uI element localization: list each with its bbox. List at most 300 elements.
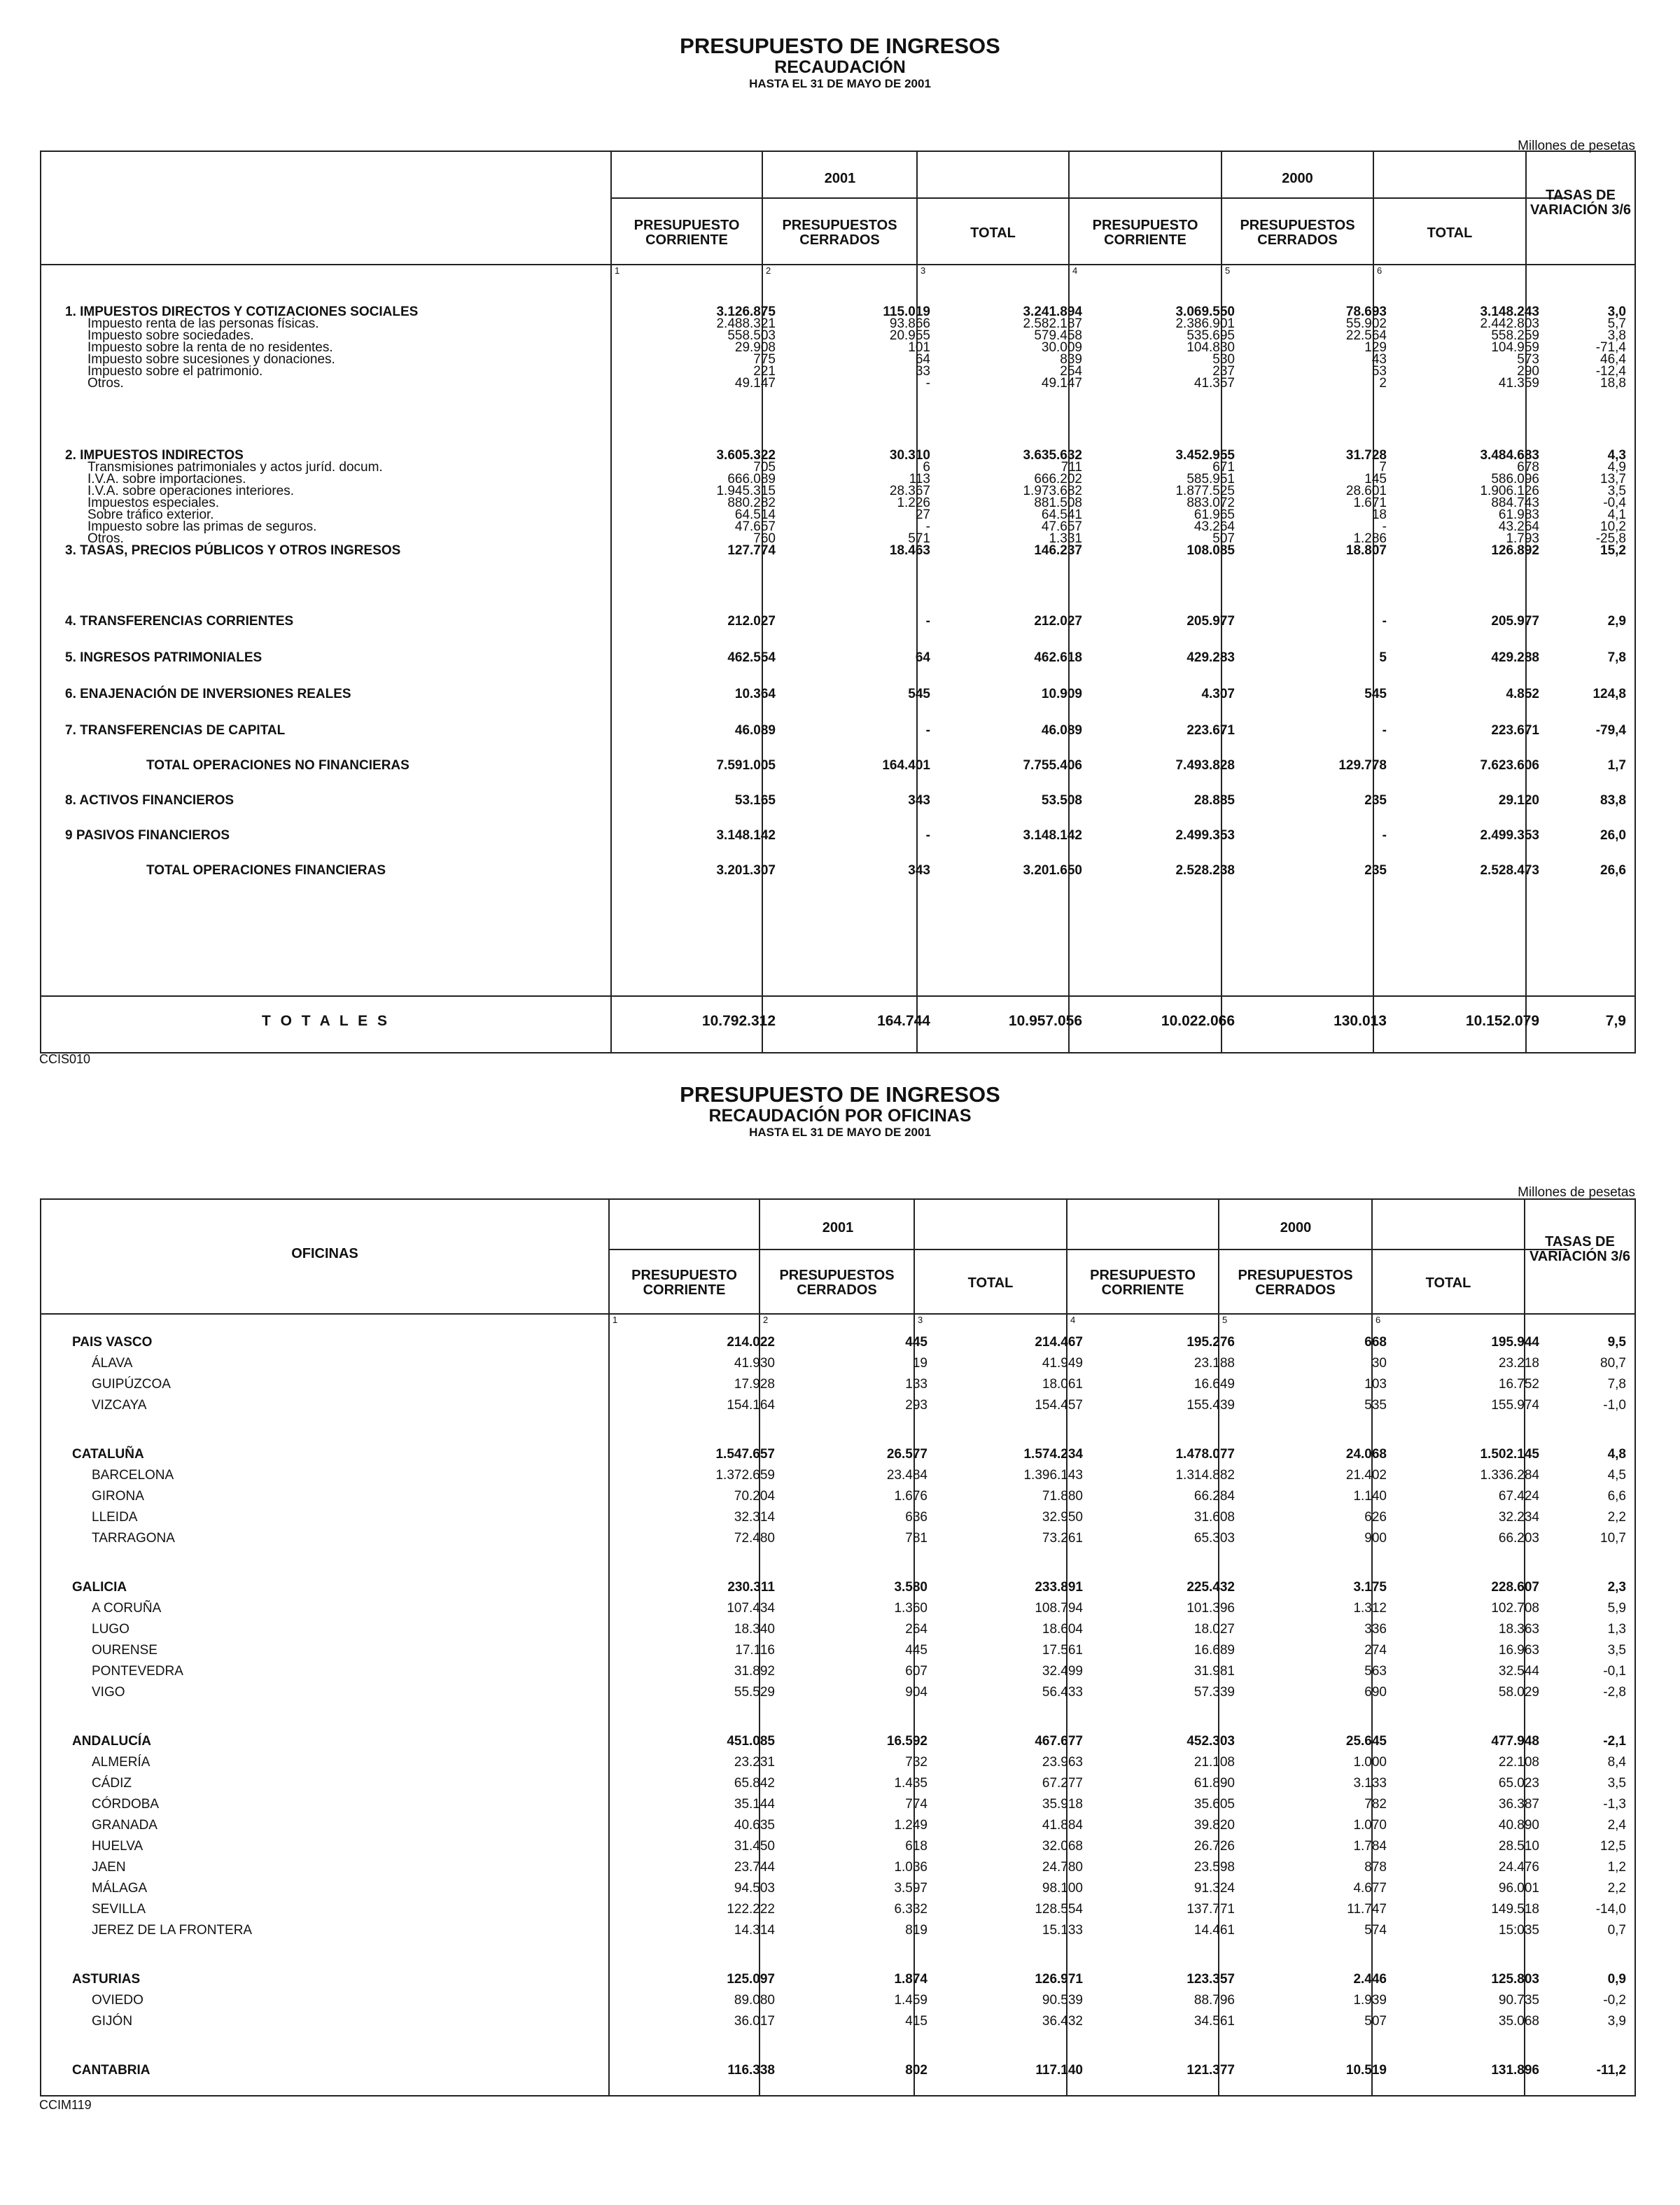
s2-cell: 16.752 bbox=[1498, 1377, 1539, 1392]
s1-cell: 3.148.142 bbox=[1023, 828, 1082, 843]
s2-row-label: TARRAGONA bbox=[92, 1531, 175, 1546]
s2-cell: 2,2 bbox=[1607, 1881, 1626, 1896]
s1-cell: 46.089 bbox=[734, 723, 776, 738]
s2-cell: 41.949 bbox=[1042, 1356, 1083, 1371]
s2-cell: 36.387 bbox=[1498, 1797, 1539, 1812]
s1-cell: 10.364 bbox=[734, 687, 776, 701]
s2-h-corriente-2: PRESUPUESTO CORRIENTE bbox=[1090, 1268, 1196, 1298]
s2-year-2000: 2000 bbox=[1280, 1220, 1312, 1236]
s1-cell: 880.282 bbox=[727, 496, 776, 510]
s1-cell: 164.401 bbox=[882, 758, 930, 773]
s1-cell: 2.386.901 bbox=[1175, 316, 1235, 331]
s1-row-label: Impuestos especiales. bbox=[88, 496, 219, 510]
s1-cell: 1.671 bbox=[1353, 496, 1387, 510]
s1-cell: 15,2 bbox=[1600, 543, 1626, 558]
s2-cell: 445 bbox=[905, 1335, 927, 1350]
s2-cell: 1.312 bbox=[1353, 1601, 1387, 1616]
s1-cell: 881.508 bbox=[1034, 496, 1082, 510]
s1-row-label: 7. TRANSFERENCIAS DE CAPITAL bbox=[65, 723, 286, 738]
s2-cell: 782 bbox=[1364, 1797, 1387, 1812]
s2-cell: 626 bbox=[1364, 1510, 1387, 1525]
s1-tasas-header: TASAS DE VARIACIÓN 3/6 bbox=[1530, 188, 1632, 218]
s1-cell: 711 bbox=[1060, 460, 1082, 475]
s1-cell: 43.264 bbox=[1194, 519, 1235, 534]
s2-cell: 1.372.659 bbox=[715, 1468, 775, 1483]
s1-cell: 462.554 bbox=[727, 650, 776, 665]
s1-cell: 223.671 bbox=[1491, 723, 1539, 738]
s2-colno: 6 bbox=[1376, 1315, 1381, 1325]
s2-date: HASTA EL 31 DE MAYO DE 2001 bbox=[749, 1126, 931, 1139]
s2-row-label: PAIS VASCO bbox=[72, 1335, 153, 1350]
s2-cell: 3,5 bbox=[1607, 1643, 1626, 1658]
s2-cell: 131.896 bbox=[1491, 2063, 1539, 2078]
s2-cell: 3.175 bbox=[1353, 1580, 1387, 1595]
s2-cell: 22.108 bbox=[1498, 1755, 1539, 1770]
s1-cell: 3.605.322 bbox=[716, 448, 776, 463]
s1-row-label: Impuesto sobre sucesiones y donaciones. bbox=[88, 352, 335, 367]
s2-row-label: CANTABRIA bbox=[72, 2063, 150, 2078]
s2-cell: 1.000 bbox=[1353, 1755, 1387, 1770]
s1-cell: 13,7 bbox=[1600, 472, 1626, 486]
s1-cell: 585.951 bbox=[1186, 472, 1235, 486]
s2-year-2001: 2001 bbox=[822, 1220, 854, 1236]
s2-h-total-1: TOTAL bbox=[967, 1275, 1014, 1291]
s2-cell: 6,6 bbox=[1607, 1489, 1626, 1504]
s2-cell: 1.140 bbox=[1353, 1489, 1387, 1504]
s1-cell: 28.367 bbox=[889, 484, 930, 498]
s1-cell: 1.226 bbox=[897, 496, 930, 510]
s2-cell: 19 bbox=[912, 1356, 927, 1371]
s2-cell: 17.928 bbox=[734, 1377, 775, 1392]
s1-cell: 47.657 bbox=[1041, 519, 1082, 534]
s1-totals-cell: 10.792.312 bbox=[701, 1013, 776, 1029]
s2-cell: -2,8 bbox=[1603, 1685, 1626, 1700]
s1-row-label: Otros. bbox=[88, 376, 124, 391]
s1-colno: 5 bbox=[1225, 265, 1231, 276]
s2-cell: 17.561 bbox=[1042, 1643, 1083, 1658]
s1-row-label: TOTAL OPERACIONES NO FINANCIERAS bbox=[146, 758, 410, 773]
s1-colno: 4 bbox=[1072, 265, 1078, 276]
s1-cell: 3.126.875 bbox=[716, 304, 776, 319]
s2-cell: 1.502.145 bbox=[1480, 1447, 1539, 1462]
s1-cell: 290 bbox=[1517, 364, 1539, 379]
s2-cell: 2,4 bbox=[1607, 1818, 1626, 1833]
s1-cell: 343 bbox=[908, 793, 930, 808]
s1-row-label: I.V.A. sobre operaciones interiores. bbox=[88, 484, 295, 498]
s1-year-2000: 2000 bbox=[1282, 171, 1313, 186]
s1-cell: 129.778 bbox=[1338, 758, 1387, 773]
s2-cell: 1.459 bbox=[894, 1993, 927, 2008]
s2-cell: 11.747 bbox=[1347, 1902, 1387, 1917]
s2-cell: 16.963 bbox=[1498, 1643, 1539, 1658]
s1-cell: 3.484.683 bbox=[1480, 448, 1539, 463]
s2-cell: 32.499 bbox=[1042, 1664, 1083, 1679]
s2-cell: 904 bbox=[905, 1685, 927, 1700]
s1-cell: 31.728 bbox=[1345, 448, 1387, 463]
s1-cell: 235 bbox=[1364, 793, 1387, 808]
s1-cell: 47.657 bbox=[734, 519, 776, 534]
s2-cell: 3.580 bbox=[894, 1580, 927, 1595]
s2-cell: 39.820 bbox=[1194, 1818, 1235, 1833]
s2-cell: 108.794 bbox=[1035, 1601, 1083, 1616]
s1-cell: 41.359 bbox=[1498, 376, 1539, 391]
s2-row-label: BARCELONA bbox=[92, 1468, 174, 1483]
s1-cell: 4.307 bbox=[1201, 687, 1235, 701]
s2-cell: 2,2 bbox=[1607, 1510, 1626, 1525]
s1-cell: 115.019 bbox=[883, 304, 930, 319]
s1-cell: 146.237 bbox=[1034, 543, 1082, 558]
s1-cell: 49.147 bbox=[734, 376, 776, 391]
s1-cell: 104.830 bbox=[1186, 340, 1235, 355]
s1-cell: 2,9 bbox=[1607, 614, 1626, 629]
s2-cell: 1.336.284 bbox=[1480, 1468, 1539, 1483]
s2-cell: 117.140 bbox=[1035, 2063, 1083, 2078]
s2-table bbox=[40, 1198, 1636, 2096]
s1-cell: 64 bbox=[915, 352, 930, 367]
s1-cell: 55.902 bbox=[1345, 316, 1387, 331]
s1-totals-cell: 10.957.056 bbox=[1008, 1013, 1082, 1029]
s2-cell: -1,3 bbox=[1603, 1797, 1626, 1812]
s1-colno: 3 bbox=[920, 265, 926, 276]
s2-cell: 18.363 bbox=[1498, 1622, 1539, 1637]
s1-cell: 30.009 bbox=[1041, 340, 1082, 355]
s2-cell: 1.676 bbox=[894, 1489, 927, 1504]
s2-row-label: LUGO bbox=[92, 1622, 130, 1637]
s2-cell: 477.948 bbox=[1491, 1734, 1539, 1749]
s2-cell: 154.457 bbox=[1035, 1398, 1083, 1413]
s2-cell: 96.001 bbox=[1498, 1881, 1539, 1896]
s2-cell: 32.950 bbox=[1042, 1510, 1083, 1525]
s1-cell: 4,1 bbox=[1607, 507, 1626, 522]
s1-cell: 26,6 bbox=[1600, 863, 1626, 878]
s2-cell: 14.461 bbox=[1194, 1923, 1235, 1938]
s1-cell: 235 bbox=[1364, 863, 1387, 878]
s1-cell: 666.089 bbox=[727, 472, 776, 486]
s2-cell: 7,8 bbox=[1607, 1377, 1626, 1392]
s1-cell: - bbox=[925, 828, 930, 843]
s2-cell: 618 bbox=[905, 1839, 927, 1854]
s1-cell: 530 bbox=[1212, 352, 1235, 367]
s1-cell: 10.909 bbox=[1041, 687, 1082, 701]
s2-cell: 21.402 bbox=[1345, 1468, 1387, 1483]
s1-cell: 2.442.803 bbox=[1480, 316, 1539, 331]
s2-cell: 31.981 bbox=[1194, 1664, 1235, 1679]
s1-row-label: 1. IMPUESTOS DIRECTOS Y COTIZACIONES SOCIALES bbox=[65, 304, 419, 319]
s2-cell: 802 bbox=[905, 2063, 927, 2078]
s2-colno: 4 bbox=[1070, 1315, 1076, 1325]
s2-cell: 507 bbox=[1364, 2014, 1387, 2029]
s1-cell: 29.120 bbox=[1498, 793, 1539, 808]
s2-cell: 25.645 bbox=[1345, 1734, 1387, 1749]
s2-h-corriente-1: PRESUPUESTO CORRIENTE bbox=[631, 1268, 737, 1298]
s2-cell: 690 bbox=[1364, 1685, 1387, 1700]
s1-cell: 78.693 bbox=[1345, 304, 1387, 319]
s2-cell: 214.022 bbox=[727, 1335, 775, 1350]
s1-cell: 22.564 bbox=[1345, 328, 1387, 343]
s2-cell: 125.097 bbox=[727, 1972, 775, 1987]
s2-cell: 230.311 bbox=[727, 1580, 775, 1595]
s2-cell: 121.377 bbox=[1186, 2063, 1235, 2078]
s1-cell: 43.264 bbox=[1498, 519, 1539, 534]
s1-cell: 5 bbox=[1379, 650, 1387, 665]
s2-cell: 36.432 bbox=[1042, 2014, 1083, 2029]
s1-row-label: I.V.A. sobre importaciones. bbox=[88, 472, 246, 486]
s2-cell: 58.029 bbox=[1498, 1685, 1539, 1700]
s1-row-label: 8. ACTIVOS FINANCIEROS bbox=[65, 793, 234, 808]
s1-units: Millones de pesetas bbox=[1518, 139, 1635, 153]
s2-cell: 65.842 bbox=[734, 1776, 775, 1791]
s1-cell: 3.241.894 bbox=[1023, 304, 1082, 319]
s1-row-label: 2. IMPUESTOS INDIRECTOS bbox=[65, 448, 244, 463]
s2-cell: 61.890 bbox=[1194, 1776, 1235, 1791]
s2-units: Millones de pesetas bbox=[1518, 1185, 1635, 1200]
s2-cell: 535 bbox=[1364, 1398, 1387, 1413]
s1-row-label: 6. ENAJENACIÓN DE INVERSIONES REALES bbox=[65, 687, 351, 701]
s2-row-label: A CORUÑA bbox=[92, 1601, 162, 1616]
s2-cell: 293 bbox=[905, 1398, 927, 1413]
s2-cell: 1.435 bbox=[894, 1776, 927, 1791]
s2-cell: 23.598 bbox=[1194, 1860, 1235, 1875]
s1-cell: 3,0 bbox=[1607, 304, 1626, 319]
s2-cell: 57.339 bbox=[1194, 1685, 1235, 1700]
s1-cell: - bbox=[925, 614, 930, 629]
s1-row-label: Impuesto sobre las primas de seguros. bbox=[88, 519, 317, 534]
s1-cell: 223.671 bbox=[1186, 723, 1235, 738]
s1-cell: 7 bbox=[1379, 460, 1387, 475]
s2-cell: 23.484 bbox=[886, 1468, 927, 1483]
s1-cell: 573 bbox=[1517, 352, 1539, 367]
s2-cell: 36.017 bbox=[734, 2014, 775, 2029]
s1-cell: 4,3 bbox=[1607, 448, 1626, 463]
s1-date: HASTA EL 31 DE MAYO DE 2001 bbox=[749, 77, 931, 90]
s2-cell: 3.133 bbox=[1353, 1776, 1387, 1791]
s2-row-label: ÁLAVA bbox=[92, 1356, 133, 1371]
s1-row-label: Transmisiones patrimoniales y actos juríd. docum. bbox=[88, 460, 383, 475]
s1-cell: 558.503 bbox=[727, 328, 776, 343]
s1-cell: 41.357 bbox=[1194, 376, 1235, 391]
s2-cell: 23.231 bbox=[734, 1755, 775, 1770]
s2-cell: 32.068 bbox=[1042, 1839, 1083, 1854]
s1-cell: -79,4 bbox=[1595, 723, 1626, 738]
s1-cell: 7.623.606 bbox=[1480, 758, 1539, 773]
s2-cell: 31.892 bbox=[734, 1664, 775, 1679]
s2-cell: 123.357 bbox=[1186, 1972, 1235, 1987]
s2-cell: 4,8 bbox=[1607, 1447, 1626, 1462]
s1-cell: -12,4 bbox=[1595, 364, 1626, 379]
s1-cell: - bbox=[1382, 614, 1387, 629]
s2-cell: 1,2 bbox=[1607, 1860, 1626, 1875]
s2-cell: 18.340 bbox=[734, 1622, 775, 1637]
s1-cell: 3.148.142 bbox=[716, 828, 776, 843]
s1-cell: 53 bbox=[1371, 364, 1387, 379]
s2-cell: 445 bbox=[905, 1643, 927, 1658]
s2-cell: 65.303 bbox=[1194, 1531, 1235, 1546]
s2-cell: 1.574.234 bbox=[1023, 1447, 1083, 1462]
s1-cell: 18.463 bbox=[889, 543, 930, 558]
s2-colno: 2 bbox=[763, 1315, 769, 1325]
s1-cell: 839 bbox=[1060, 352, 1082, 367]
s1-cell: 3.201.650 bbox=[1023, 863, 1082, 878]
s1-cell: 3,8 bbox=[1607, 328, 1626, 343]
s1-h-cerrados-2: PRESUPUESTOS CERRADOS bbox=[1240, 218, 1355, 248]
s1-cell: 429.283 bbox=[1186, 650, 1235, 665]
s1-cell: 145 bbox=[1364, 472, 1387, 486]
s1-cell: 343 bbox=[908, 863, 930, 878]
s1-cell: 18 bbox=[1371, 507, 1387, 522]
s2-cell: 1.478.077 bbox=[1175, 1447, 1235, 1462]
s2-cell: 70.204 bbox=[734, 1489, 775, 1504]
s1-totals-cell: 164.744 bbox=[877, 1013, 930, 1029]
s2-cell: 1.547.657 bbox=[715, 1447, 775, 1462]
s1-row-label: 4. TRANSFERENCIAS CORRIENTES bbox=[65, 614, 294, 629]
s1-cell: 93.866 bbox=[889, 316, 930, 331]
s2-cell: 3.597 bbox=[894, 1881, 927, 1896]
s2-colno: 1 bbox=[612, 1315, 618, 1325]
s1-cell: 545 bbox=[1364, 687, 1387, 701]
s1-cell: 1.945.315 bbox=[716, 484, 776, 498]
s1-cell: 254 bbox=[1060, 364, 1082, 379]
s1-cell: -25,8 bbox=[1595, 531, 1626, 546]
s1-cell: - bbox=[925, 723, 930, 738]
s1-colno: 1 bbox=[615, 265, 620, 276]
s1-cell: 124,8 bbox=[1592, 687, 1626, 701]
s2-cell: 574 bbox=[1364, 1923, 1387, 1938]
s1-cell: 1.906.126 bbox=[1480, 484, 1539, 498]
s2-cell: 415 bbox=[905, 2014, 927, 2029]
s1-cell: 212.027 bbox=[1034, 614, 1082, 629]
s2-cell: -14,0 bbox=[1595, 1902, 1626, 1917]
s1-cell: 3.148.243 bbox=[1480, 304, 1539, 319]
s1-cell: 6 bbox=[923, 460, 930, 475]
s1-cell: 46.089 bbox=[1041, 723, 1082, 738]
s2-cell: 128.554 bbox=[1035, 1902, 1083, 1917]
s2-row-label: CATALUÑA bbox=[72, 1447, 144, 1462]
s2-cell: 41.930 bbox=[734, 1356, 775, 1371]
s2-cell: 732 bbox=[905, 1755, 927, 1770]
s2-h-cerrados-2: PRESUPUESTOS CERRADOS bbox=[1238, 1268, 1353, 1298]
s1-cell: - bbox=[1382, 519, 1387, 534]
s1-cell: 429.288 bbox=[1491, 650, 1539, 665]
s2-cell: 32.314 bbox=[734, 1510, 775, 1525]
s2-cell: 90.735 bbox=[1498, 1993, 1539, 2008]
s1-cell: 46,4 bbox=[1600, 352, 1626, 367]
s2-cell: 15:035 bbox=[1498, 1923, 1539, 1938]
s1-h-corriente-1: PRESUPUESTO CORRIENTE bbox=[634, 218, 740, 248]
s1-cell: 30.310 bbox=[889, 448, 930, 463]
s2-row-label: ANDALUCÍA bbox=[72, 1734, 151, 1749]
s2-cell: 155.439 bbox=[1186, 1398, 1235, 1413]
s2-row-label: GUIPÚZCOA bbox=[92, 1377, 171, 1392]
s2-cell: 35.918 bbox=[1042, 1797, 1083, 1812]
s1-cell: 129 bbox=[1364, 340, 1387, 355]
s2-row-label: CÓRDOBA bbox=[92, 1797, 160, 1812]
s2-cell: 56.433 bbox=[1042, 1685, 1083, 1700]
s2-cell: 1.314.882 bbox=[1175, 1468, 1235, 1483]
s2-cell: 1.036 bbox=[894, 1860, 927, 1875]
s1-cell: 205.977 bbox=[1186, 614, 1235, 629]
s1-colno: 6 bbox=[1377, 265, 1382, 276]
s1-cell: 2.528.238 bbox=[1175, 863, 1235, 878]
s1-cell: 2.488.321 bbox=[716, 316, 776, 331]
s2-cell: 636 bbox=[905, 1510, 927, 1525]
s2-row-label: OURENSE bbox=[92, 1643, 158, 1658]
s1-cell: 33 bbox=[915, 364, 930, 379]
s1-cell: 26,0 bbox=[1600, 828, 1626, 843]
s2-cell: 66.284 bbox=[1194, 1489, 1235, 1504]
s1-cell: 7,8 bbox=[1607, 650, 1626, 665]
s1-totals-line bbox=[41, 995, 1634, 997]
s1-cell: 101 bbox=[908, 340, 930, 355]
s1-cell: 1.877.525 bbox=[1175, 484, 1235, 498]
s2-cell: 336 bbox=[1364, 1622, 1387, 1637]
s2-cell: 67.277 bbox=[1042, 1776, 1083, 1791]
s2-cell: 18.061 bbox=[1042, 1377, 1083, 1392]
s1-cell: 1.793 bbox=[1506, 531, 1539, 546]
s2-cell: 32.234 bbox=[1498, 1510, 1539, 1525]
s1-subtitle: RECAUDACIÓN bbox=[774, 57, 906, 77]
s2-cell: 116.338 bbox=[727, 2063, 775, 2078]
s2-cell: 98.100 bbox=[1042, 1881, 1083, 1896]
s2-cell: 228.607 bbox=[1491, 1580, 1539, 1595]
s1-cell: 64 bbox=[915, 650, 930, 665]
s2-cell: 8,4 bbox=[1607, 1755, 1626, 1770]
s1-cell: 884.743 bbox=[1491, 496, 1539, 510]
s2-cell: 65.023 bbox=[1498, 1776, 1539, 1791]
s1-totals-label: T O T A L E S bbox=[261, 1013, 391, 1029]
s2-cell: 55.529 bbox=[734, 1685, 775, 1700]
s2-cell: 9,5 bbox=[1607, 1335, 1626, 1350]
s1-cell: 586.096 bbox=[1491, 472, 1539, 486]
s2-cell: 23.963 bbox=[1042, 1755, 1083, 1770]
s1-cell: - bbox=[1382, 828, 1387, 843]
s1-h-total-1: TOTAL bbox=[970, 225, 1016, 241]
s2-cell: 30 bbox=[1371, 1356, 1387, 1371]
s1-cell: 579.458 bbox=[1034, 328, 1082, 343]
s1-h-total-2: TOTAL bbox=[1427, 225, 1473, 241]
s2-code: CCIM119 bbox=[39, 2098, 92, 2112]
s2-cell: 21.108 bbox=[1194, 1755, 1235, 1770]
s2-h-total-2: TOTAL bbox=[1425, 1275, 1471, 1291]
s2-cell: 774 bbox=[905, 1797, 927, 1812]
s2-cell: 1,3 bbox=[1607, 1622, 1626, 1637]
s2-row-label: JEREZ DE LA FRONTERA bbox=[92, 1923, 253, 1938]
s1-cell: 535.695 bbox=[1186, 328, 1235, 343]
s2-cell: 71.880 bbox=[1042, 1489, 1083, 1504]
s1-cell: 20.955 bbox=[889, 328, 930, 343]
s2-cell: 18.604 bbox=[1042, 1622, 1083, 1637]
s2-cell: 1.939 bbox=[1353, 1993, 1387, 2008]
s1-cell: 2.499.353 bbox=[1480, 828, 1539, 843]
s1-cell: 2.528.473 bbox=[1480, 863, 1539, 878]
s2-row-label: GIRONA bbox=[92, 1489, 144, 1504]
s1-cell: 3.635.632 bbox=[1023, 448, 1082, 463]
s1-cell: 558.259 bbox=[1491, 328, 1539, 343]
s1-h-cerrados-1: PRESUPUESTOS CERRADOS bbox=[782, 218, 897, 248]
s2-cell: 16.689 bbox=[1194, 1643, 1235, 1658]
s2-colno: 3 bbox=[918, 1315, 923, 1325]
s2-subtitle: RECAUDACIÓN POR OFICINAS bbox=[708, 1106, 972, 1126]
s2-cell: 819 bbox=[905, 1923, 927, 1938]
s1-cell: 29.908 bbox=[734, 340, 776, 355]
s1-cell: 3,5 bbox=[1607, 484, 1626, 498]
s2-cell: 16.592 bbox=[886, 1734, 927, 1749]
s2-cell: 3,9 bbox=[1607, 2014, 1626, 2029]
s2-row-label: ASTURIAS bbox=[72, 1972, 141, 1987]
s1-header-bottom-line bbox=[41, 264, 1634, 265]
s1-cell: 205.977 bbox=[1491, 614, 1539, 629]
s2-cell: 467.677 bbox=[1035, 1734, 1083, 1749]
s2-cell: 2.446 bbox=[1353, 1972, 1387, 1987]
